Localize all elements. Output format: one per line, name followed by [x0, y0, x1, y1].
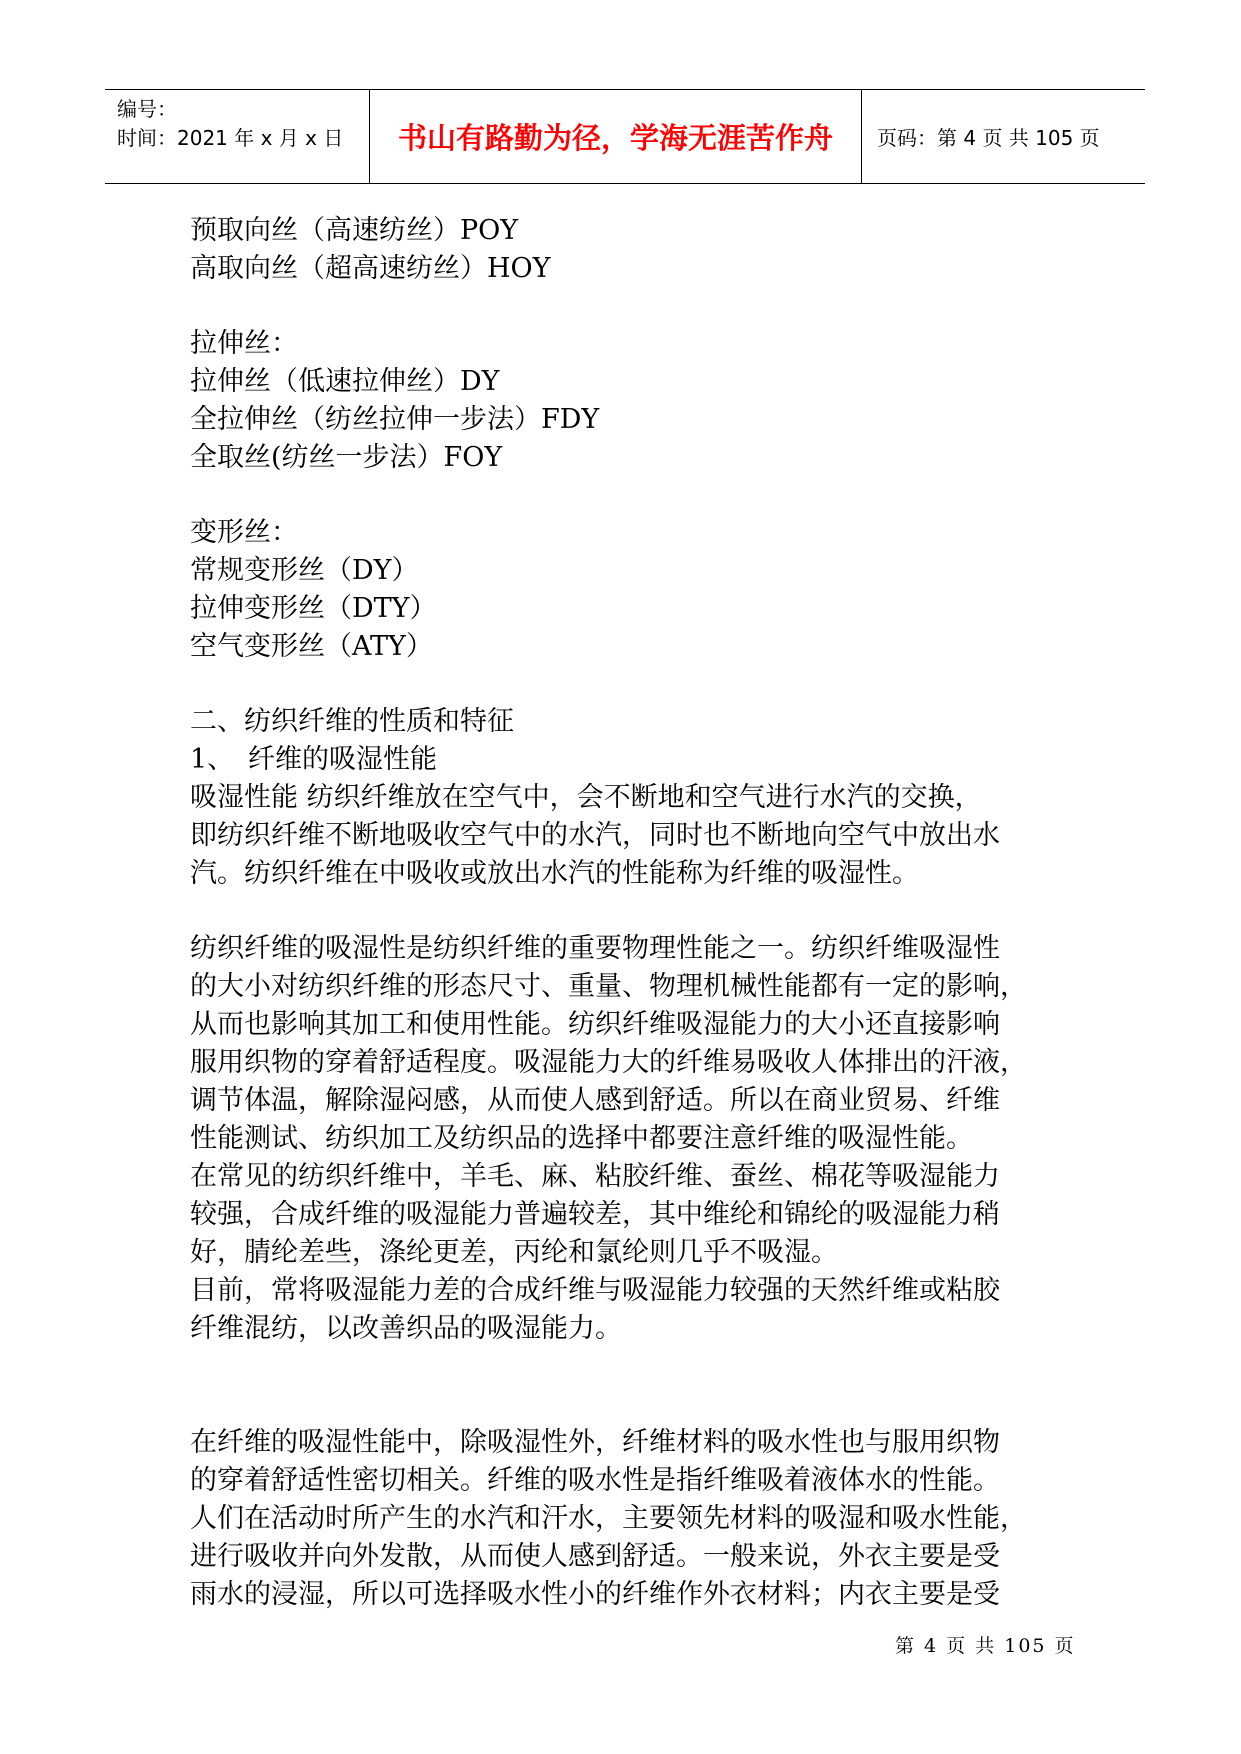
paragraph-line: 较强，合成纤维的吸湿能力普遍较差，其中维纶和锦纶的吸湿能力稍 — [190, 1199, 1000, 1230]
text-line: 拉伸丝（低速拉伸丝）DY — [190, 366, 500, 397]
paragraph-line: 性能测试、纺织加工及纺织品的选择中都要注意纤维的吸湿性能。 — [190, 1123, 973, 1154]
text-line: 拉伸变形丝（DTY） — [190, 593, 437, 624]
page-header — [105, 89, 1145, 184]
section-heading: 二、纺织纤维的性质和特征 — [190, 706, 514, 737]
paragraph-line: 好，腈纶差些，涤纶更差，丙纶和氯纶则几乎不吸湿。 — [190, 1237, 838, 1268]
paragraph-line: 雨水的浸湿，所以可选择吸水性小的纤维作外衣材料；内衣主要是受 — [190, 1579, 1000, 1610]
paragraph-line: 的穿着舒适性密切相关。纤维的吸水性是指纤维吸着液体水的性能。 — [190, 1465, 1000, 1496]
paragraph-line: 纺织纤维的吸湿性是纺织纤维的重要物理性能之一。纺织纤维吸湿性 — [190, 933, 1000, 964]
paragraph-line: 吸湿性能 纺织纤维放在空气中，会不断地和空气进行水汽的交换， — [190, 782, 982, 813]
text-line: 空气变形丝（ATY） — [190, 631, 433, 662]
paragraph-line: 调节体温，解除湿闷感，从而使人感到舒适。所以在商业贸易、纤维 — [190, 1085, 1000, 1116]
text-line: 高取向丝（超高速纺丝）HOY — [190, 253, 551, 284]
header-page-label: 页码：第 4 页 共 105 页 — [877, 126, 1100, 150]
section-label: 变形丝： — [190, 517, 298, 548]
page-footer: 第 4 页 共 105 页 — [895, 1635, 1076, 1657]
header-left-cell — [105, 90, 369, 183]
paragraph-line: 从而也影响其加工和使用性能。纺织纤维吸湿能力的大小还直接影响 — [190, 1009, 1000, 1040]
paragraph-line: 即纺织纤维不断地吸收空气中的水汽，同时也不断地向空气中放出水 — [190, 820, 1000, 851]
text-line: 全取丝(纺丝一步法）FOY — [190, 442, 503, 473]
subsection-title: 纤维的吸湿性能 — [248, 744, 437, 775]
paragraph-line: 的大小对纺织纤维的形态尺寸、重量、物理机械性能都有一定的影响， — [190, 971, 1027, 1002]
text-line: 常规变形丝（DY） — [190, 555, 419, 586]
subsection-number: 1、 — [190, 744, 235, 775]
paragraph-line: 在常见的纺织纤维中，羊毛、麻、粘胶纤维、蚕丝、棉花等吸湿能力 — [190, 1161, 1000, 1192]
text-line: 全拉伸丝（纺丝拉伸一步法）FDY — [190, 404, 600, 435]
subsection-heading — [190, 741, 1080, 779]
paragraph-line: 服用织物的穿着舒适程度。吸湿能力大的纤维易吸收人体排出的汗液， — [190, 1047, 1027, 1078]
time-label: 时间：2021 年 x 月 x 日 — [117, 126, 344, 150]
paragraph-line: 人们在活动时所产生的水汽和汗水，主要领先材料的吸湿和吸水性能， — [190, 1503, 1027, 1534]
paragraph-line: 纤维混纺，以改善织品的吸湿能力。 — [190, 1313, 622, 1344]
paragraph-line: 目前，常将吸湿能力差的合成纤维与吸湿能力较强的天然纤维或粘胶 — [190, 1275, 1000, 1306]
header-motto: 书山有路勤为径，学海无涯苦作舟 — [369, 90, 862, 183]
text-line: 预取向丝（高速纺丝）POY — [190, 215, 519, 246]
paragraph-line: 在纤维的吸湿性能中，除吸湿性外，纤维材料的吸水性也与服用织物 — [190, 1427, 1000, 1458]
paragraph-line: 进行吸收并向外发散，从而使人感到舒适。一般来说，外衣主要是受 — [190, 1541, 1000, 1572]
document-body — [190, 212, 1080, 1614]
section-label: 拉伸丝： — [190, 328, 298, 359]
number-label: 编号： — [117, 97, 177, 121]
paragraph-line: 汽。纺织纤维在中吸收或放出水汽的性能称为纤维的吸湿性。 — [190, 858, 919, 889]
